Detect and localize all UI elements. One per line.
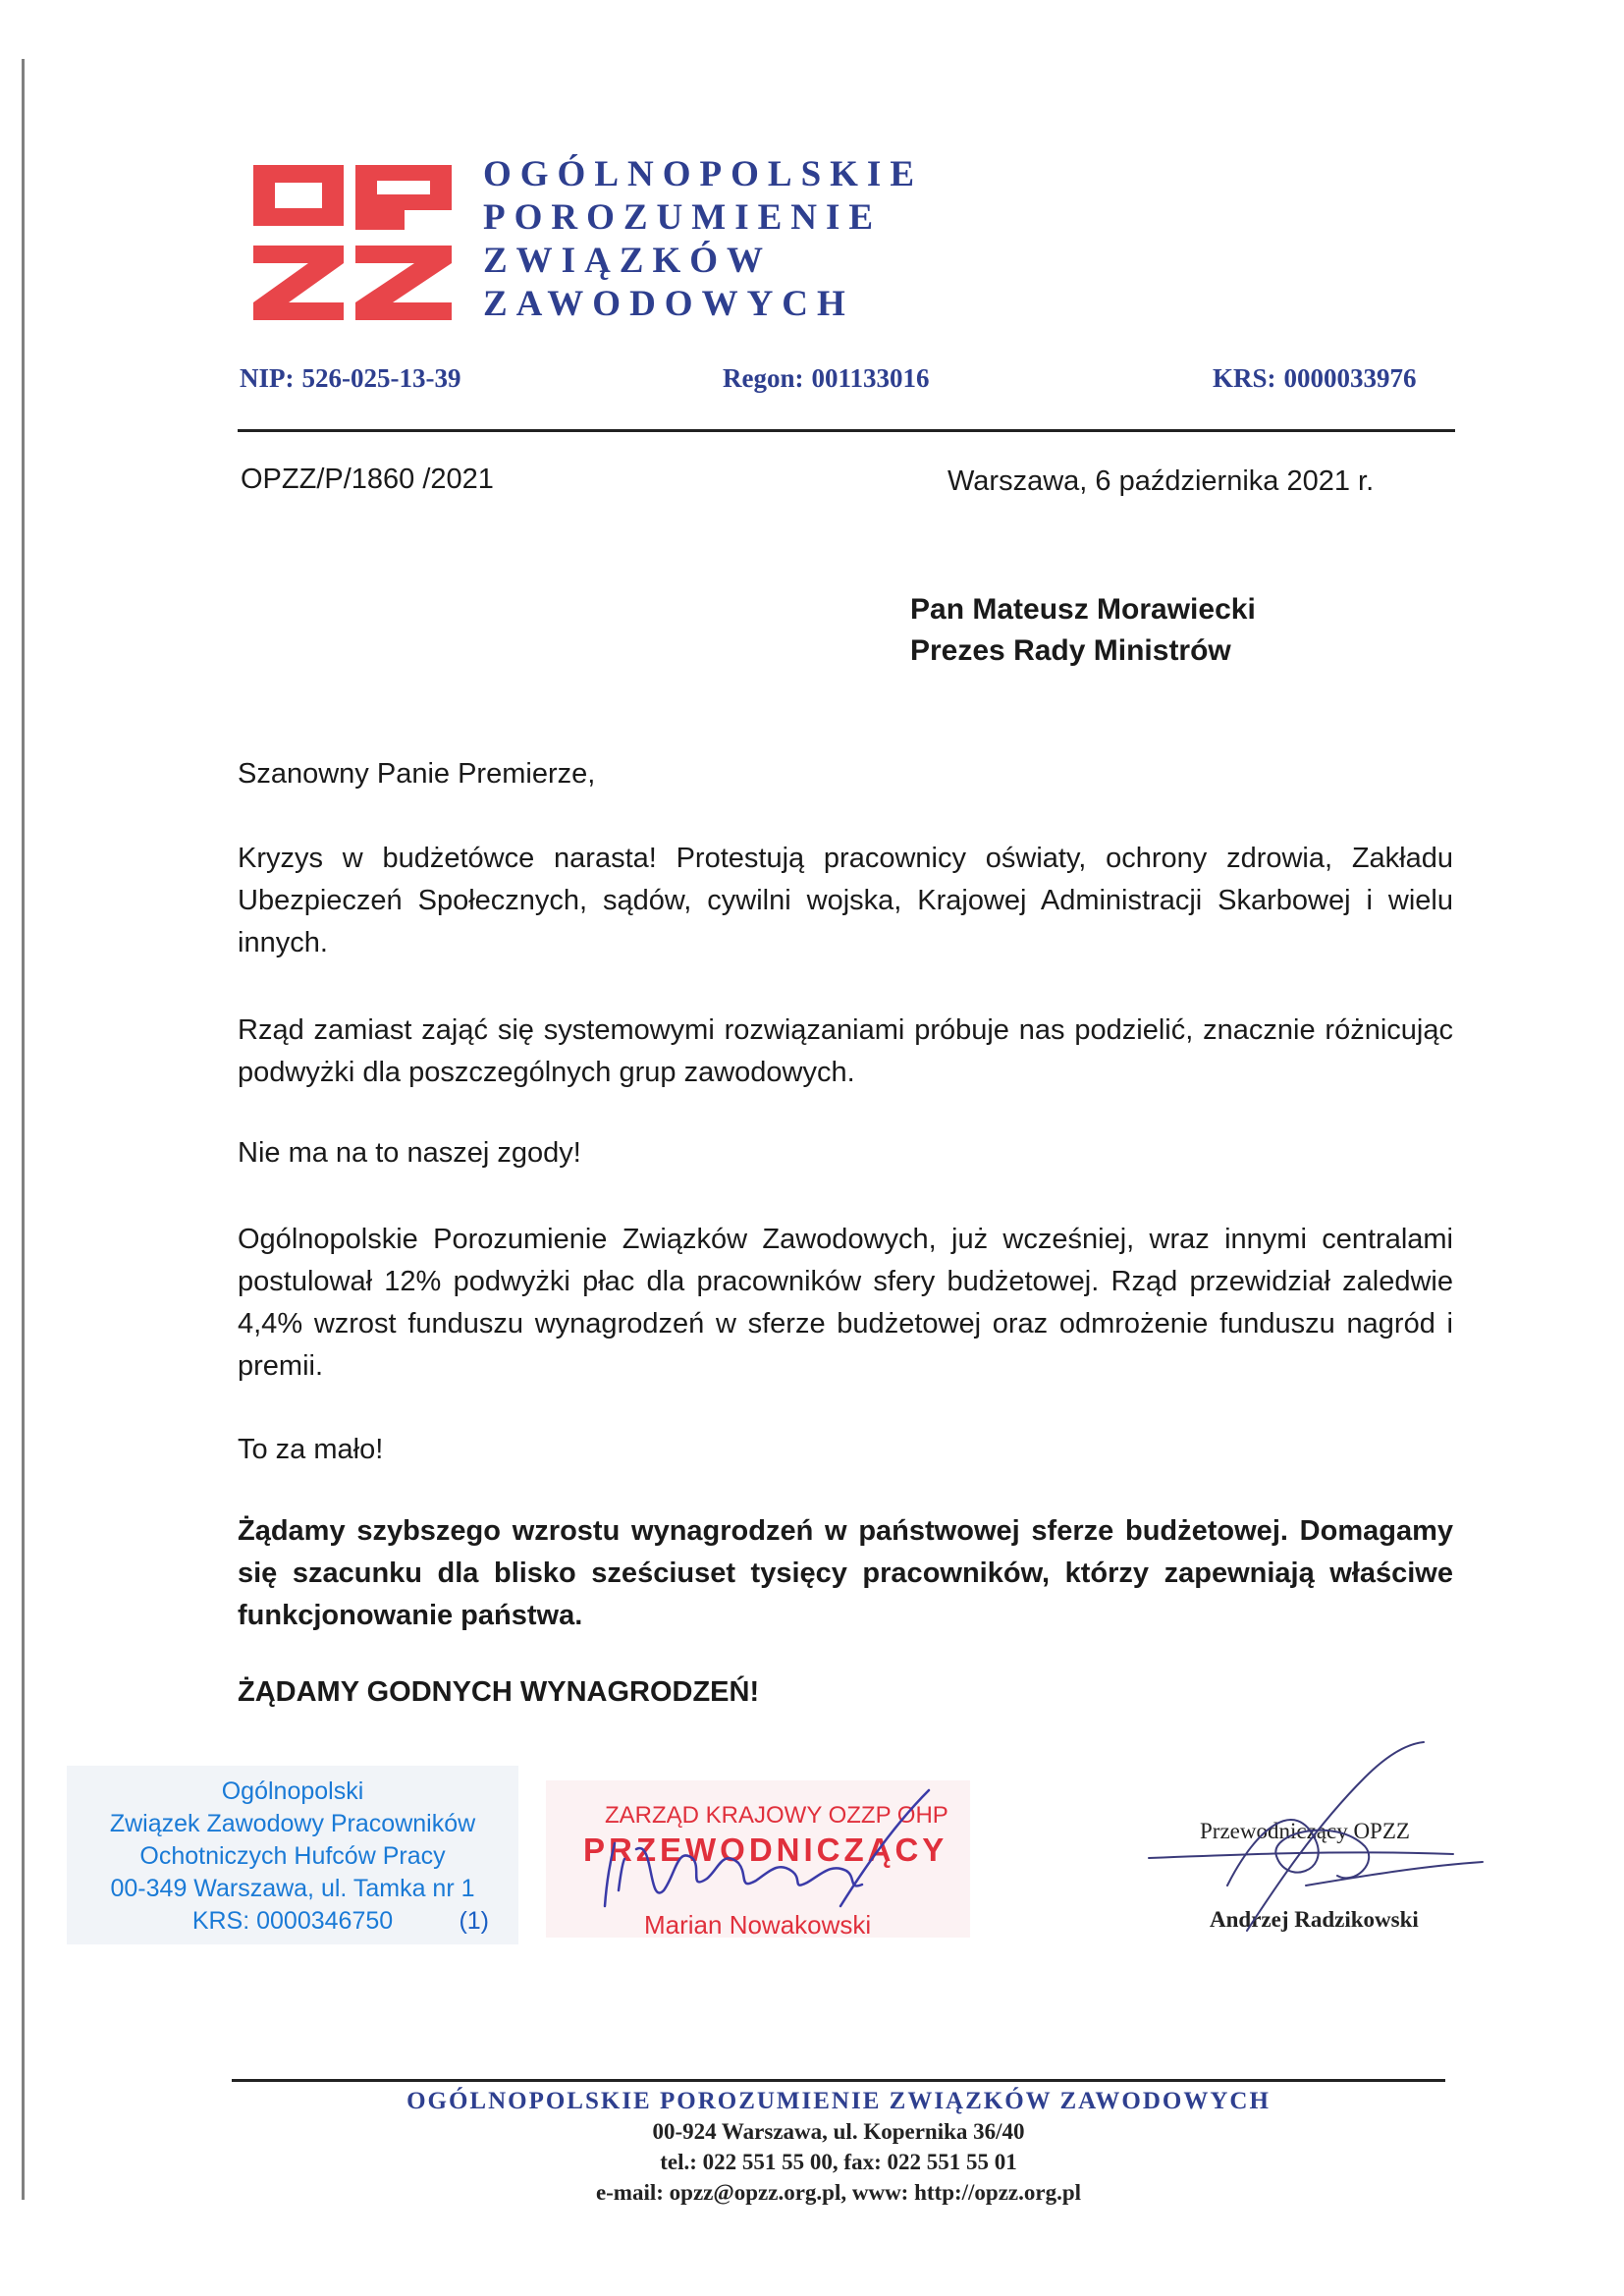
addressee <box>910 589 1256 672</box>
regon-value: 001133016 <box>811 363 930 393</box>
chairman-stamp-ozzp-ohp <box>546 1780 970 1938</box>
stamp1-line: Ogólnopolski <box>221 1777 364 1805</box>
nip-label: NIP: <box>240 363 295 393</box>
paragraph: Ogólnopolskie Porozumienie Związków Zawodowych, już wcześniej, wraz innymi centralami postulował 12% podwyżki płac dla pracowników sfery budżetowej. Rząd przewidział zaledwie 4,4% wzrost funduszu wynagrodzeń w sferze budżetowej oraz odmrożenie funduszu nagród i premii. <box>238 1224 1453 1382</box>
addressee-title: Prezes Rady Ministrów <box>910 634 1231 667</box>
union-stamp-ohp <box>67 1766 518 1944</box>
nip-value: 526-025-13-39 <box>301 363 461 393</box>
addressee-name: Pan Mateusz Morawiecki <box>910 593 1256 626</box>
paragraph: Kryzys w budżetówce narasta! Protestują pracownicy oświaty, ochrony zdrowia, Zakładu Ubezpieczeń Społecznych, sądów, cywilni wojska, Krajowej Administracji Skarbowej i wielu innych. <box>238 843 1453 958</box>
paragraph: Rząd zamiast zająć się systemowymi rozwiązaniami próbuje nas podzielić, znacznie różnicując podwyżki dla poszczególnych grup zawodowych. <box>238 1014 1453 1088</box>
nip-id <box>240 363 460 394</box>
stamp1-line: 00-349 Warszawa, ul. Tamka nr 1 <box>110 1875 475 1902</box>
footer <box>232 2086 1445 2208</box>
radzikowski-signature <box>1129 1738 1502 1954</box>
stamp1-line: Ochotniczych Hufców Pracy <box>139 1842 446 1870</box>
stamp2-board: ZARZĄD KRAJOWY OZZP OHP <box>605 1802 948 1829</box>
footer-phone: tel.: 022 551 55 00, fax: 022 551 55 01 <box>660 2150 1017 2174</box>
krs-value: 0000033976 <box>1283 363 1417 393</box>
footer-contact: e-mail: opzz@opzz.org.pl, www: http://opzz.org.pl <box>595 2180 1082 2205</box>
regon-id <box>723 363 930 394</box>
stamp1-krs-line <box>67 1905 518 1938</box>
reference-number: OPZZ/P/1860 /2021 <box>241 464 494 495</box>
krs-id <box>1213 363 1417 394</box>
stamp1-krs: KRS: 0000346750 <box>191 1907 394 1935</box>
footer-divider <box>232 2079 1445 2082</box>
header-divider <box>238 429 1455 432</box>
krs-label: KRS: <box>1213 363 1276 393</box>
scan-edge-line <box>22 59 25 2200</box>
regon-label: Regon: <box>723 363 804 393</box>
nowakowski-signature <box>546 1780 970 1947</box>
footer-address: 00-924 Warszawa, ul. Kopernika 36/40 <box>652 2119 1025 2144</box>
slogan: ŻĄDAMY GODNYCH WYNAGRODZEŃ! <box>238 1676 760 1708</box>
opzz-logo <box>253 155 452 322</box>
stamp2-role: PRZEWODNICZĄCY <box>583 1831 948 1868</box>
stamp2-name: Marian Nowakowski <box>644 1910 872 1940</box>
footer-org-name: OGÓLNOPOLSKIE POROZUMIENIE ZWIĄZKÓW ZAWODOWYCH <box>406 2088 1271 2114</box>
signature-role: Przewodniczący OPZZ <box>1200 1819 1410 1843</box>
demand-paragraph: Żądamy szybszego wzrostu wynagrodzeń w państwowej sferze budżetowej. Domagamy się szacunku dla blisko sześciuset tysięcy pracowników, którzy zapewniają właściwe funkcjonowanie państwa. <box>238 1515 1453 1631</box>
org-name <box>483 153 923 326</box>
radzikowski-signature-block <box>1129 1738 1502 1954</box>
org-name-line-1: OGÓLNOPOLSKIE <box>483 154 924 194</box>
stamp1-number: (1) <box>459 1907 489 1935</box>
signature-name: Andrzej Radzikowski <box>1210 1907 1419 1932</box>
stamp1-line: Związek Zawodowy Pracowników <box>109 1810 476 1837</box>
org-name-line-2: POROZUMIENIE <box>483 197 883 238</box>
paragraph: Nie ma na to naszej zgody! <box>238 1137 581 1169</box>
paragraph: To za mało! <box>238 1434 384 1465</box>
org-name-line-4: ZAWODOWYCH <box>483 284 854 324</box>
salutation: Szanowny Panie Premierze, <box>238 758 596 790</box>
letter-date: Warszawa, 6 października 2021 r. <box>947 465 1375 497</box>
org-name-line-3: ZWIĄZKÓW <box>483 241 773 281</box>
